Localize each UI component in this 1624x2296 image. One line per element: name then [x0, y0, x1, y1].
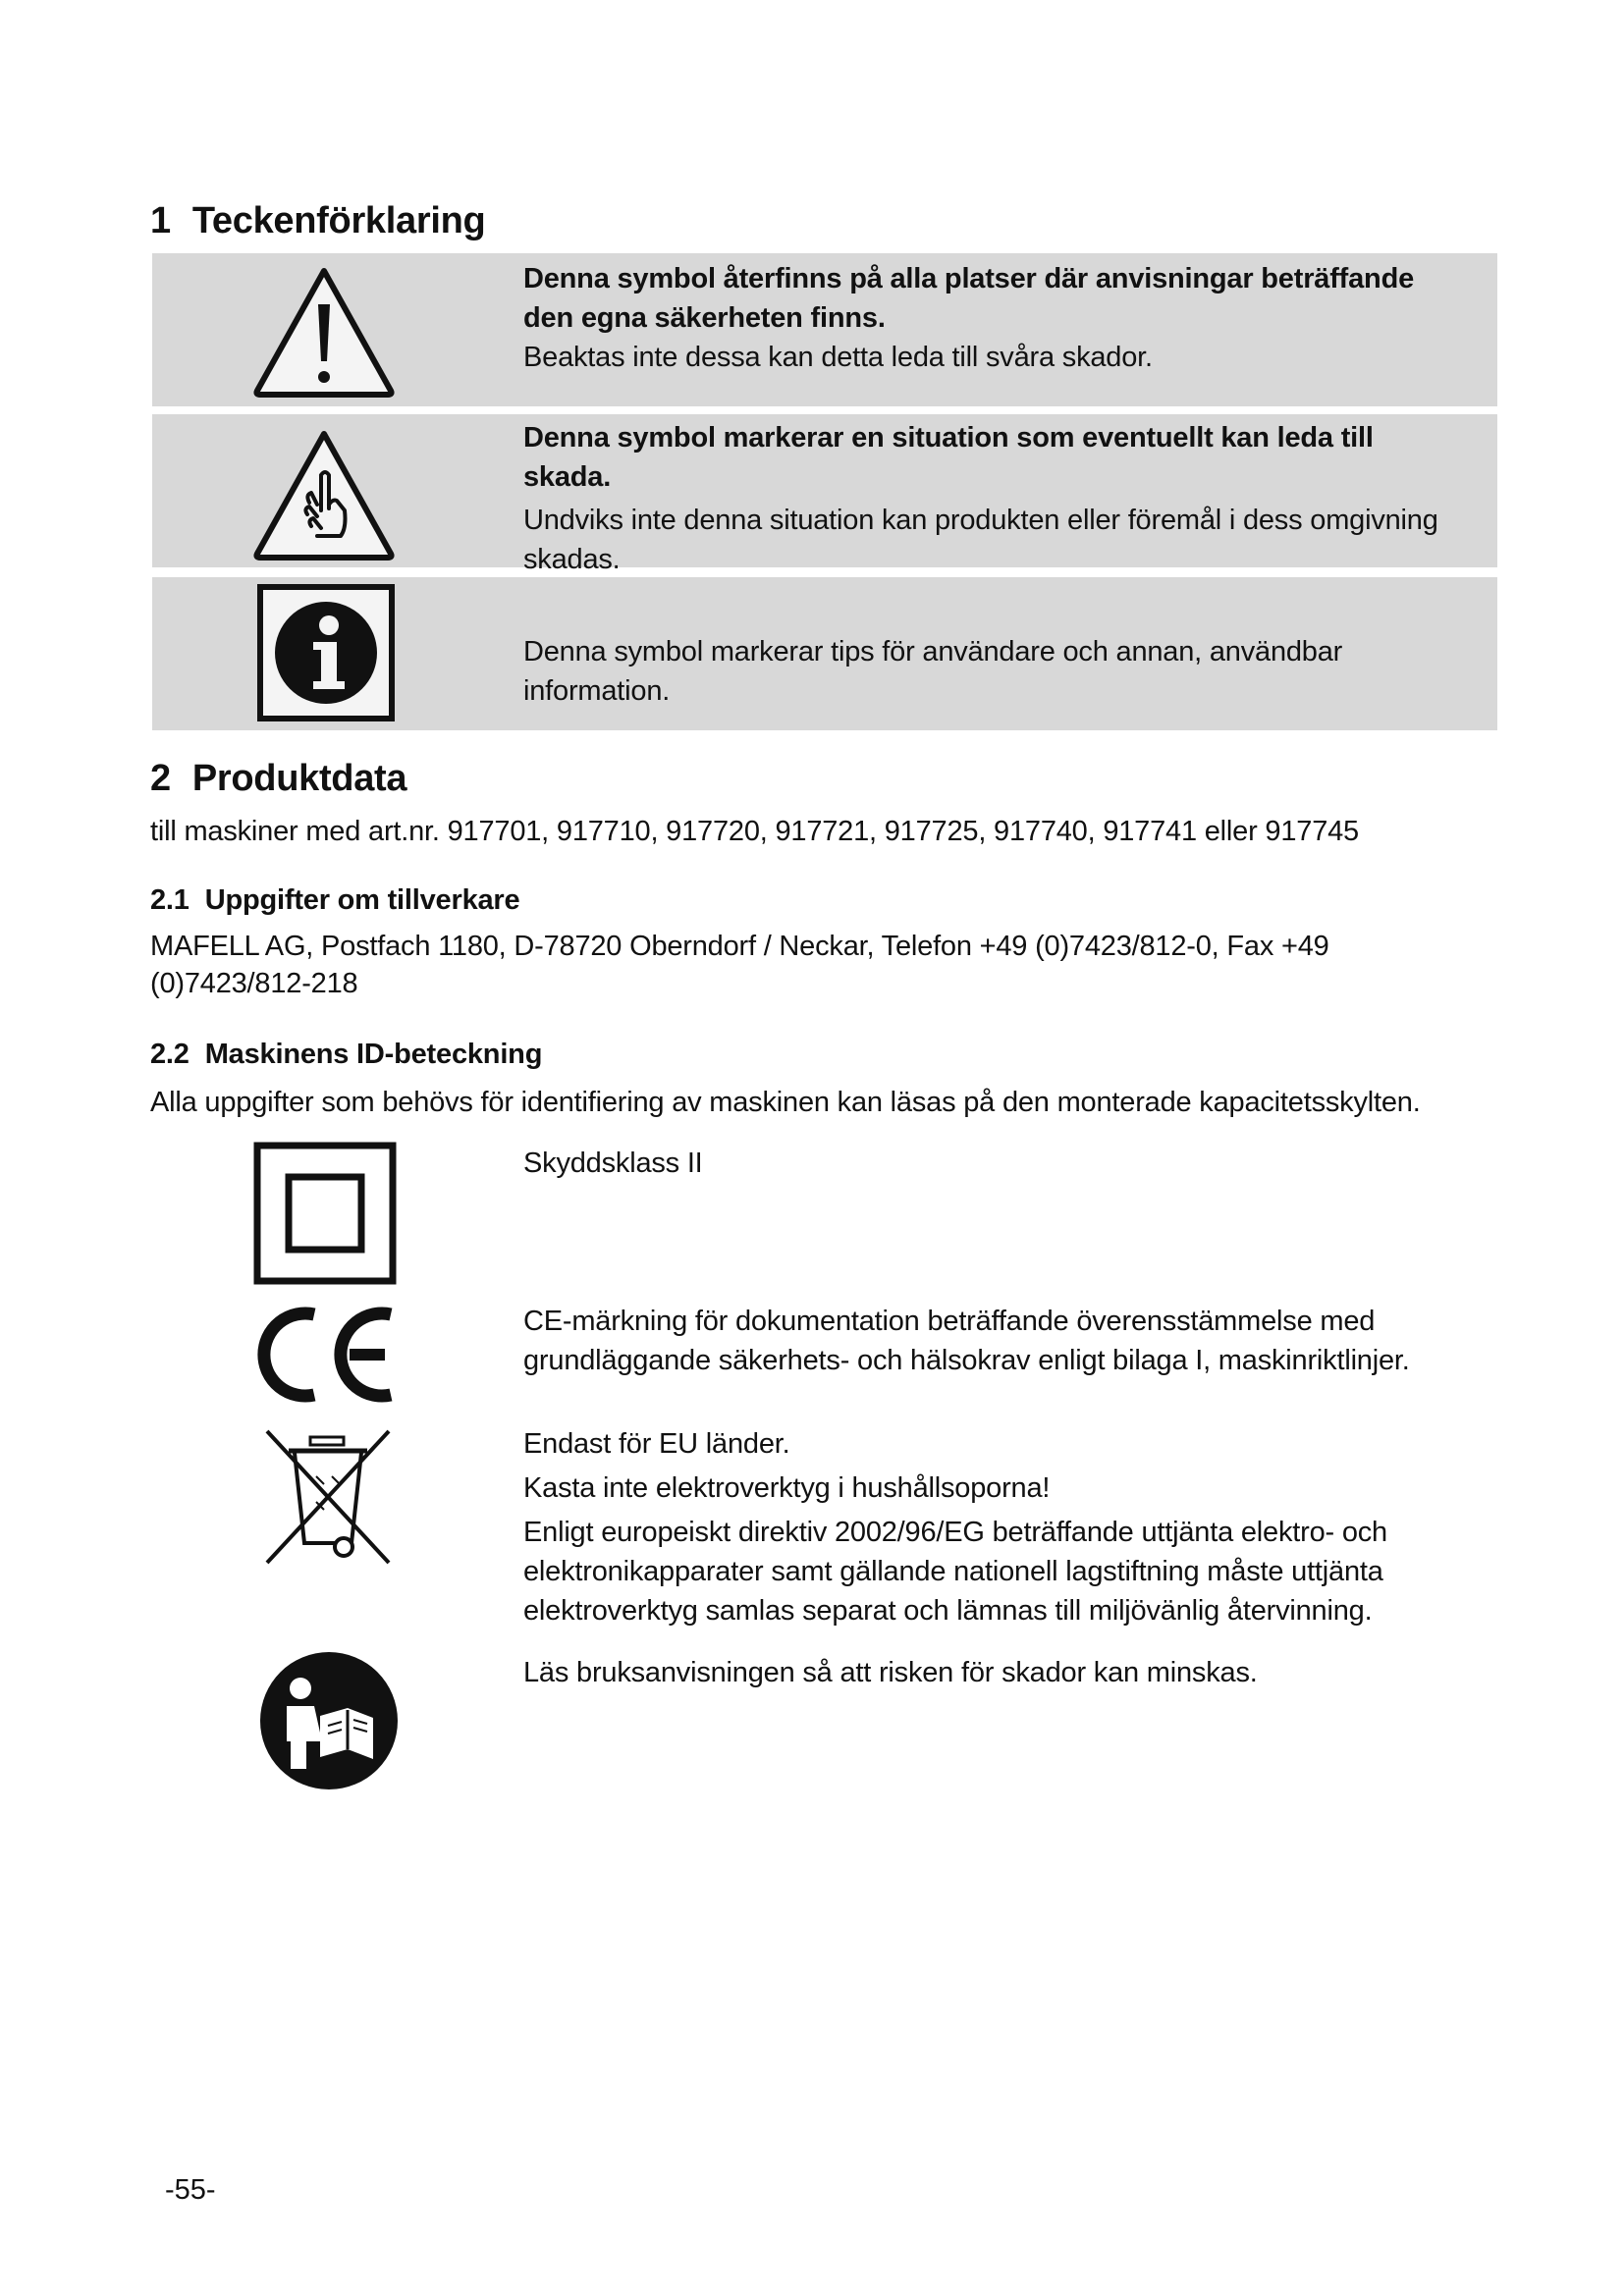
read-manual-icon — [257, 1649, 401, 1792]
legend-bold-text: Denna symbol markerar en situation som eventuellt kan leda till skada. — [523, 422, 1374, 493]
section-1-heading — [150, 200, 485, 242]
ce-mark-icon — [253, 1301, 401, 1409]
legend-bold-text: Denna symbol återfinns på alla platser där anvisningar beträffande den egna säkerheten finns. — [523, 263, 1415, 334]
weee-crossed-bin-icon — [259, 1423, 397, 1571]
subsection-number: 2.1 — [150, 884, 189, 916]
caution-hand-icon — [250, 426, 398, 563]
legend-body-text: Denna symbol markerar tips för användare och annan, användbar information. — [523, 636, 1343, 707]
id-item-text — [523, 1144, 1505, 1188]
id-intro: Alla uppgifter som behövs för identifiering av maskinen kan läsas på den monterade kapacitetsskylten. — [150, 1087, 1421, 1118]
legend-row-caution — [152, 414, 1497, 575]
subsection-title: Maskinens ID-beteckning — [204, 1039, 543, 1070]
id-item-line: Kasta inte elektroverktyg i hushållsoporna! — [523, 1472, 1051, 1504]
id-item-text — [523, 1653, 1505, 1697]
id-item-line: Läs bruksanvisningen så att risken för skador kan minskas. — [523, 1657, 1258, 1688]
page-number: -55- — [165, 2174, 216, 2206]
legend-row-info — [152, 577, 1497, 730]
subsection-2-1-heading — [150, 884, 519, 917]
section-title: Teckenförklaring — [191, 200, 486, 241]
id-item-text — [523, 1424, 1505, 1630]
legend-body-text: Undviks inte denna situation kan produkten eller föremål i dess omgivning skadas. — [523, 505, 1438, 575]
subsection-number: 2.2 — [150, 1039, 189, 1070]
id-item-line: Skyddsklass II — [523, 1148, 703, 1179]
id-item-line: Endast för EU länder. — [523, 1428, 790, 1460]
warning-exclamation-icon — [250, 263, 398, 400]
product-intro: till maskiner med art.nr. 917701, 917710, 917720, 917721, 917725, 917740, 917741 eller 917745 — [150, 816, 1359, 847]
legend-text — [523, 418, 1468, 579]
manufacturer-info: MAFELL AG, Postfach 1180, D-78720 Oberndorf / Neckar, Telefon +49 (0)7423/812-0, Fax +49 (0)7423/812-218 — [150, 931, 1329, 999]
legend-row-warning — [152, 253, 1497, 406]
subsection-title: Uppgifter om tillverkare — [204, 884, 520, 916]
subsection-2-2-heading — [150, 1039, 542, 1071]
section-number: 2 — [150, 758, 171, 799]
legend-body-text: Beaktas inte dessa kan detta leda till svåra skador. — [523, 342, 1153, 373]
protection-class-2-icon — [253, 1142, 397, 1285]
information-icon — [256, 583, 396, 722]
id-item-line: Enligt europeiskt direktiv 2002/96/EG beträffande uttjänta elektro- och elektronikapparater samt gällande nationell lagstiftning måste uttjänta elektroverktyg samlas separat och lämnas till miljövänlig återvinning. — [523, 1517, 1387, 1627]
id-item-line: CE-märkning för dokumentation beträffande överensstämmelse med grundläggande säkerhets- och hälsokrav enligt bilaga I, maskinriktlinjer. — [523, 1306, 1410, 1376]
id-item-text — [523, 1302, 1505, 1385]
section-2-heading — [150, 758, 406, 800]
section-number: 1 — [150, 200, 171, 241]
legend-text — [523, 632, 1468, 711]
section-title: Produktdata — [191, 758, 407, 799]
legend-text — [523, 259, 1468, 377]
